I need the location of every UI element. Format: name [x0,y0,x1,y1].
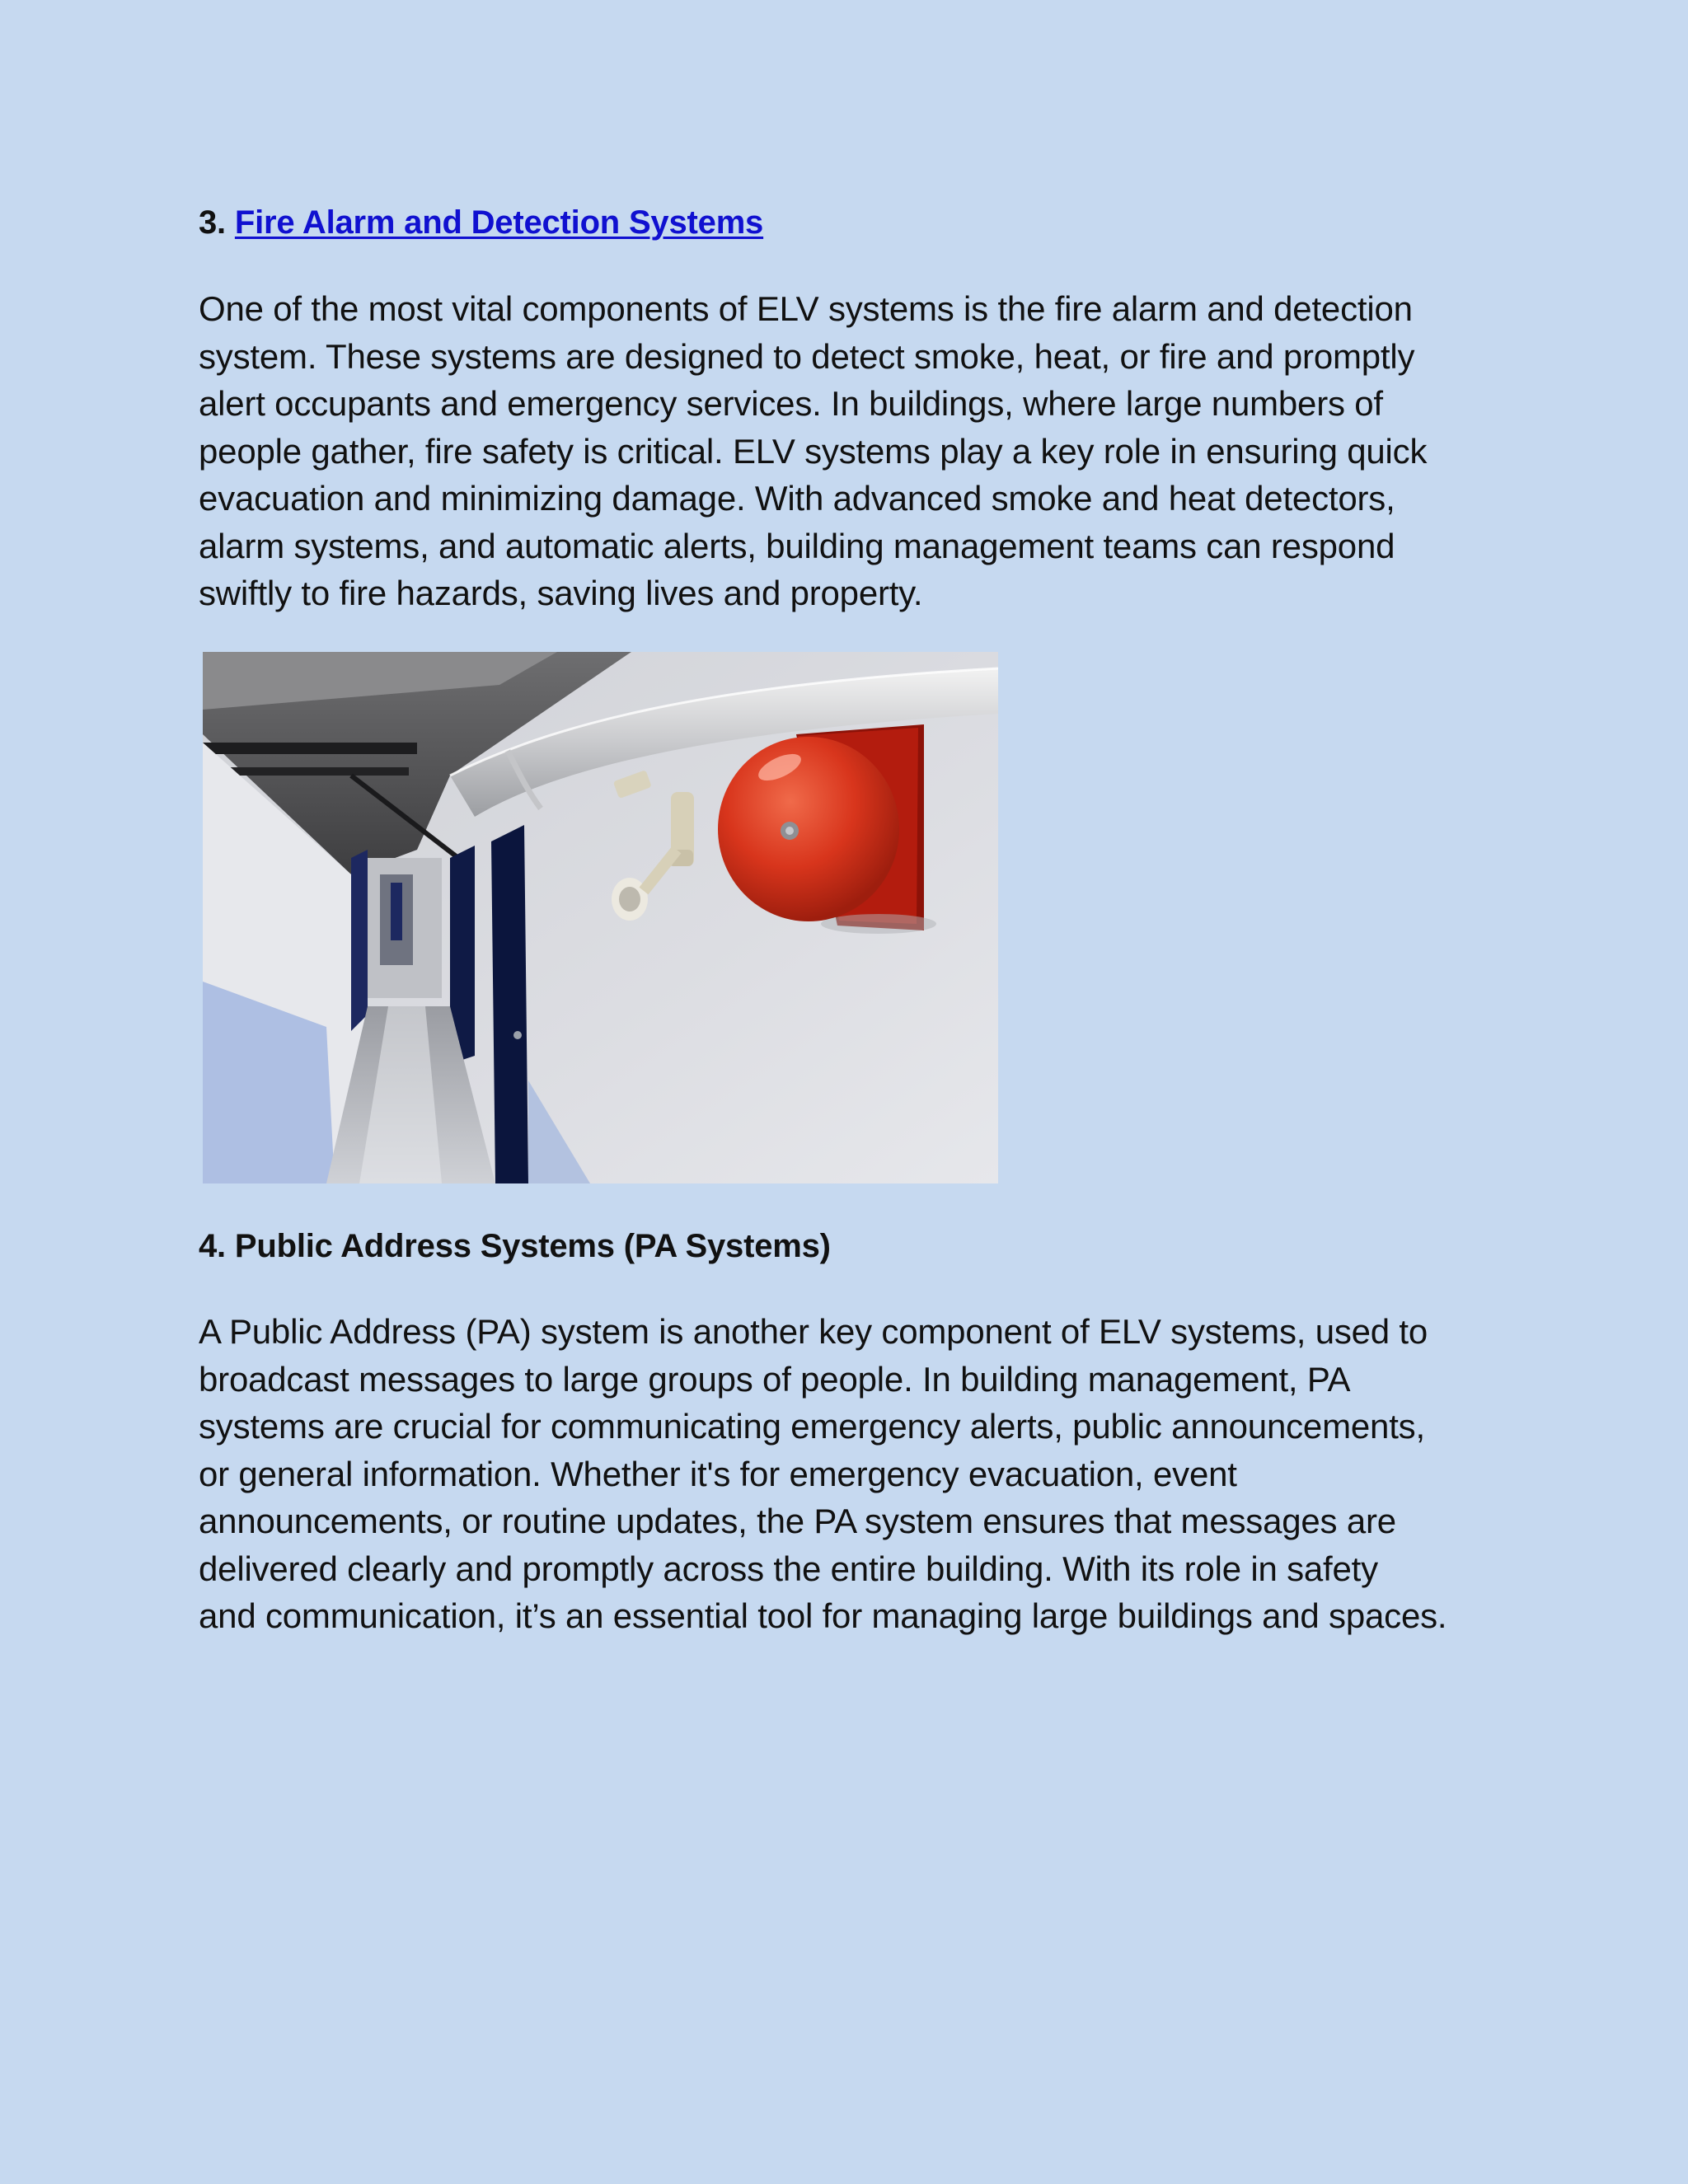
section-4-heading: 4. Public Address Systems (PA Systems) [199,1228,831,1264]
paragraph-line: swiftly to fire hazards, saving lives and property. [199,574,923,612]
paragraph-line: announcements, or routine updates, the PA system ensures that messages are [199,1502,1396,1540]
section-3-number: 3. [199,204,226,241]
section-3-paragraph [199,285,1517,617]
paragraph-line: people gather, fire safety is critical. ELV systems play a key role in ensuring quick [199,431,1428,471]
fire-alarm-bell-photo [203,652,998,1183]
paragraph-line: and communication, it’s an essential tool for managing large buildings and spaces. [199,1596,1447,1635]
paragraph-line: broadcast messages to large groups of people. In building management, PA [199,1359,1351,1399]
section-3-title-link[interactable]: Fire Alarm and Detection Systems [234,204,764,241]
paragraph-line: delivered clearly and promptly across the entire building. With its role in safety [199,1549,1378,1588]
paragraph-line: alarm systems, and automatic alerts, building management teams can respond [199,526,1395,565]
paragraph-line: alert occupants and emergency services. In buildings, where large numbers of [199,384,1383,423]
paragraph-line: systems are crucial for communicating emergency alerts, public announcements, [199,1407,1425,1446]
paragraph-line: evacuation and minimizing damage. With advanced smoke and heat detectors, [199,479,1395,518]
section-3-heading [199,202,763,243]
paragraph-line: A Public Address (PA) system is another key component of ELV systems, used to [199,1312,1428,1351]
paragraph-line: system. These systems are designed to detect smoke, heat, or fire and promptly [199,336,1415,376]
paragraph-line: One of the most vital components of ELV systems is the fire alarm and detection [199,289,1413,328]
paragraph-line: or general information. Whether it's for emergency evacuation, event [199,1454,1237,1493]
section-4-paragraph [199,1308,1517,1640]
